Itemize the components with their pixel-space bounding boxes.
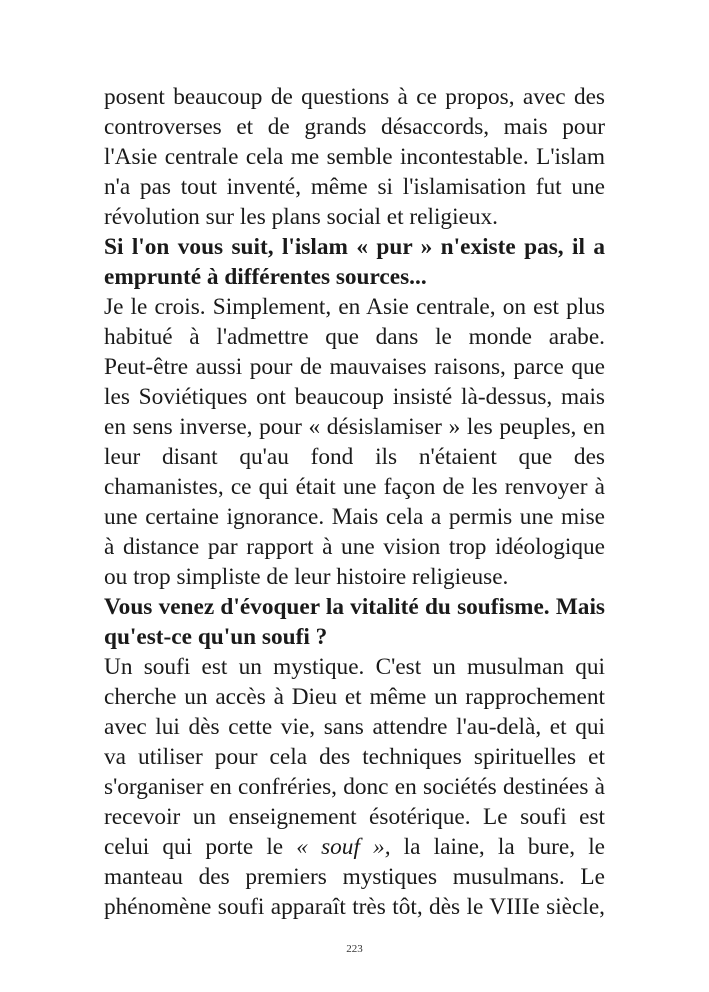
text-line: une certaine ignorance. Mais cela a permis une mise [104, 504, 605, 530]
text-line: s'organiser en confréries, donc en sociétés destinées à [104, 774, 605, 800]
text-line: recevoir un enseignement ésotérique. Le soufi est [104, 804, 605, 830]
italic-term: « souf », [296, 834, 391, 860]
text-line: avec lui dès cette vie, sans attendre l'au-delà, et qui [104, 714, 605, 740]
text-line: Un soufi est un mystique. C'est un musulman qui [104, 654, 605, 680]
text-line: manteau des premiers mystiques musulmans. Le [104, 864, 605, 890]
text-line: les Soviétiques ont beaucoup insisté là-dessus, mais [104, 384, 605, 410]
text-line: n'a pas tout inventé, même si l'islamisation fut une [104, 174, 605, 200]
question-line: Vous venez d'évoquer la vitalité du soufisme. Mais [104, 594, 605, 620]
text-line: révolution sur les plans social et religieux. [104, 204, 499, 230]
text-line: en sens inverse, pour « désislamiser » les peuples, en [104, 414, 605, 440]
text-line: chamanistes, ce qui était une façon de les renvoyer à [104, 474, 605, 500]
page-number: 223 [346, 943, 363, 955]
question-paragraph [104, 232, 605, 292]
text-segment: la laine, la bure, le [390, 834, 606, 860]
answer-paragraph [104, 82, 605, 232]
text-line-mixed [104, 832, 605, 862]
question-line: qu'est-ce qu'un soufi ? [104, 624, 328, 650]
answer-paragraph [104, 652, 605, 922]
text-line: habitué à l'admettre que dans le monde arabe. [104, 324, 605, 350]
question-line: Si l'on vous suit, l'islam « pur » n'existe pas, il a [104, 234, 605, 260]
text-line: va utiliser pour cela des techniques spirituelles et [104, 744, 605, 770]
text-line: Je le crois. Simplement, en Asie centrale, on est plus [104, 294, 605, 320]
page-body [104, 82, 605, 922]
text-line: Peut-être aussi pour de mauvaises raisons, parce que [104, 354, 605, 380]
text-line: ou trop simpliste de leur histoire religieuse. [104, 564, 509, 590]
question-paragraph [104, 592, 605, 652]
text-line: controverses et de grands désaccords, mais pour [104, 114, 605, 140]
text-line: phénomène soufi apparaît très tôt, dès le VIIIe siècle, [104, 894, 605, 920]
answer-paragraph [104, 292, 605, 592]
text-segment: celui qui porte le [104, 834, 297, 860]
text-line: l'Asie centrale cela me semble incontestable. L'islam [104, 144, 605, 170]
question-line: emprunté à différentes sources... [104, 264, 427, 290]
text-line: leur disant qu'au fond ils n'étaient que des [104, 444, 605, 470]
text-line: cherche un accès à Dieu et même un rapprochement [104, 684, 605, 710]
text-line: à distance par rapport à une vision trop idéologique [104, 534, 605, 560]
text-line: posent beaucoup de questions à ce propos, avec des [104, 84, 605, 110]
